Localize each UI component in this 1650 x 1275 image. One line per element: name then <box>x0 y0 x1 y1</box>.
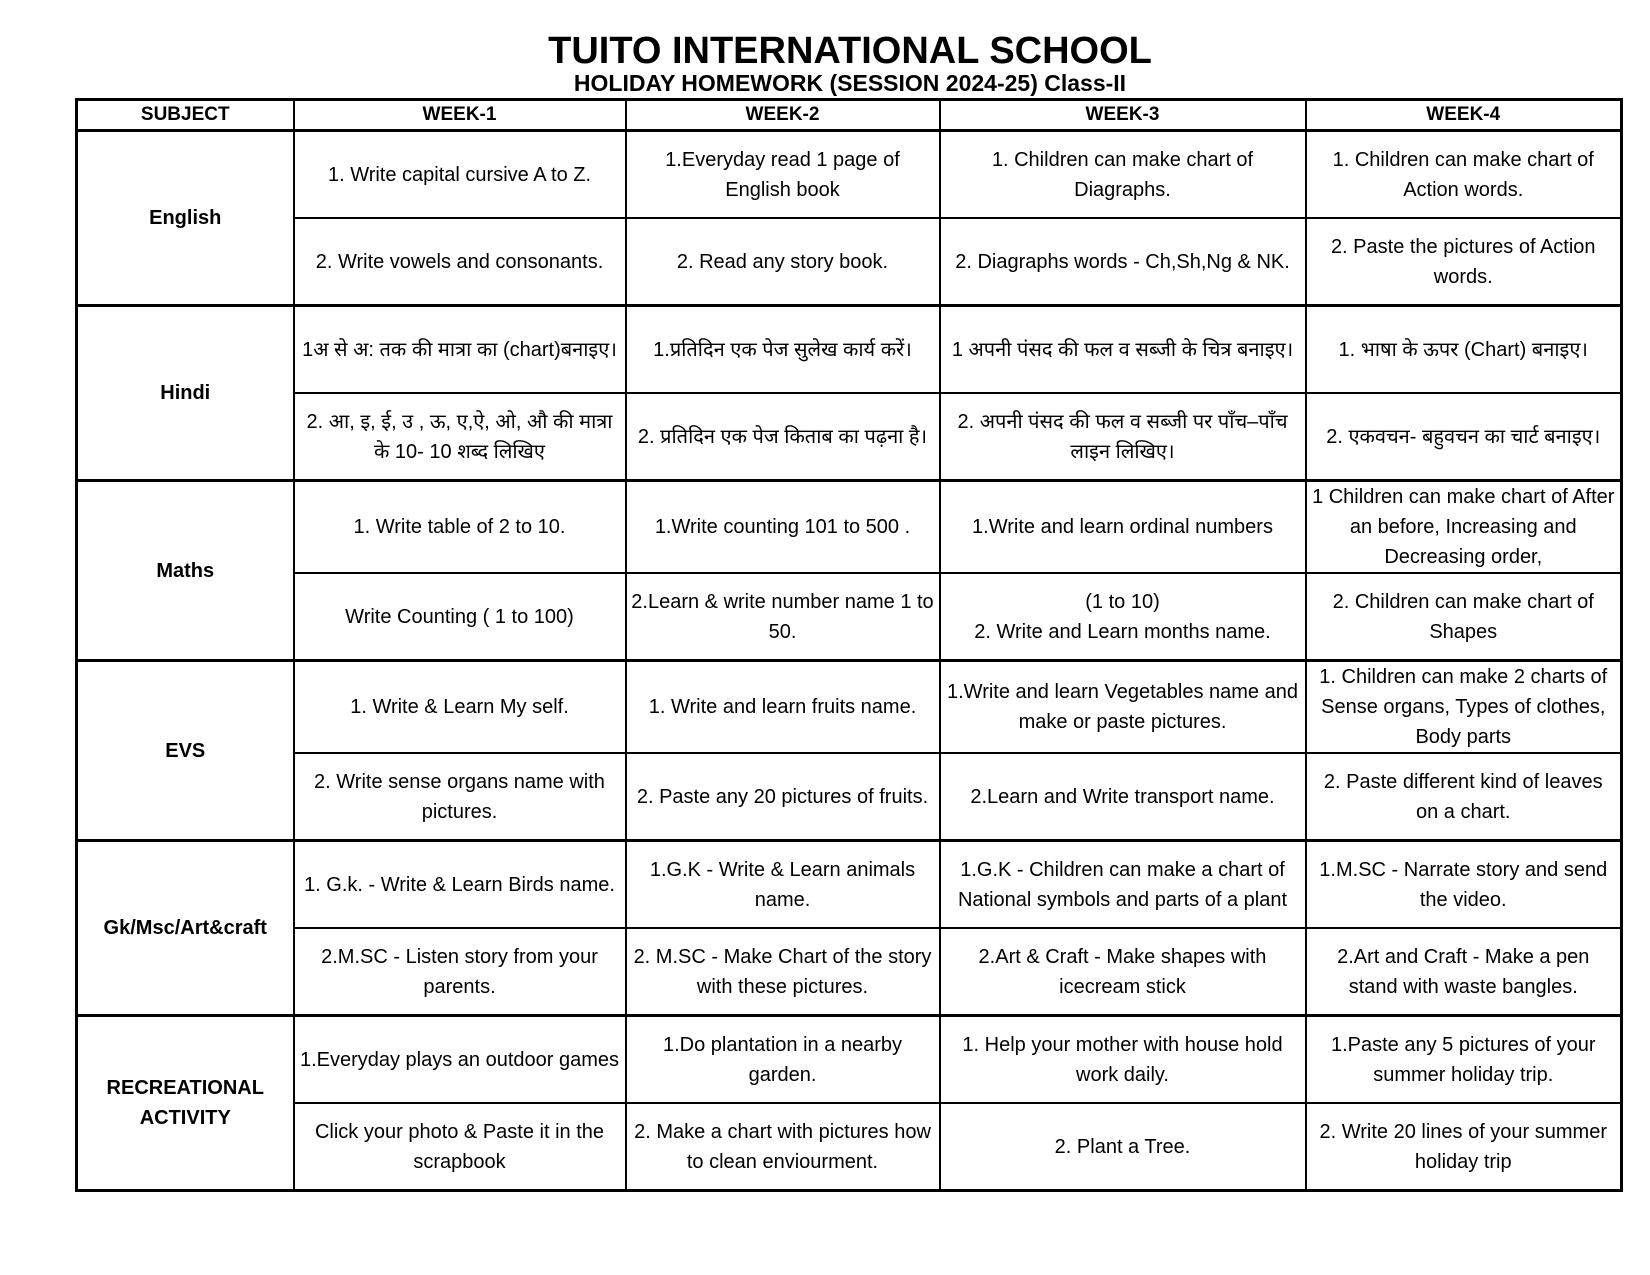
task-cell-week-1 <box>294 1016 626 1104</box>
task-text: 1.M.SC - Narrate story and send the video. <box>1319 858 1608 911</box>
task-cell-week-4 <box>1306 928 1622 1016</box>
table-row <box>77 928 1622 1016</box>
task-text: 1. Write table of 2 to 10. <box>353 516 566 538</box>
homework-table-body <box>77 131 1622 1191</box>
column-header-week-4: WEEK-4 <box>1306 100 1622 131</box>
task-text: 2. Write 20 lines of your summer holiday trip <box>1319 1120 1607 1173</box>
task-text: 1.Do plantation in a nearby garden. <box>662 1033 903 1086</box>
task-cell-week-3 <box>940 573 1306 661</box>
table-row <box>77 1016 1622 1104</box>
subject-cell-maths: Maths <box>77 481 294 661</box>
task-cell-week-2 <box>626 661 940 754</box>
task-text: 1. G.k. - Write & Learn Birds name. <box>304 873 615 896</box>
task-text: 1 अपनी पंसद की फल व सब्जी के चित्र बनाइए। <box>951 338 1294 361</box>
table-row <box>77 131 1622 219</box>
task-text: 2.Learn & write number name 1 to 50. <box>631 590 934 643</box>
task-cell-week-4 <box>1306 1016 1622 1104</box>
task-text: 2.Art & Craft - Make shapes with icecream stick <box>978 945 1267 998</box>
task-cell-week-4 <box>1306 306 1622 394</box>
task-text: Write Counting ( 1 to 100) <box>345 605 574 628</box>
homework-subtitle: HOLIDAY HOMEWORK (SESSION 2024-25) Class-II <box>573 70 1127 96</box>
task-cell-week-4 <box>1306 753 1622 841</box>
task-cell-week-1 <box>294 928 626 1016</box>
task-cell-week-2 <box>626 928 940 1016</box>
task-cell-week-3 <box>940 841 1306 929</box>
task-text: 2. Plant a Tree. <box>1054 1135 1191 1158</box>
task-cell-week-1 <box>294 1103 626 1191</box>
table-row <box>77 218 1622 306</box>
task-cell-week-1 <box>294 753 626 841</box>
table-row <box>77 481 1622 574</box>
task-cell-week-3 <box>940 1103 1306 1191</box>
header-row <box>77 100 1622 131</box>
task-text: 2. Paste the pictures of Action words. <box>1330 235 1596 288</box>
homework-table <box>75 98 1623 1192</box>
task-cell-week-1 <box>294 131 626 219</box>
task-text: 2. एकवचन- बहुवचन का चार्ट बनाइए। <box>1326 425 1601 448</box>
table-row <box>77 573 1622 661</box>
task-text: 2. Paste any 20 pictures of fruits. <box>636 785 929 808</box>
task-text: 2. अपनी पंसद की फल व सब्जी पर पॉंच–पॉंच लाइन लिखिए। <box>957 410 1288 463</box>
task-text: 2. प्रतिदिन एक पेज किताब का पढ़ना है। <box>637 425 928 448</box>
task-cell-week-3 <box>940 393 1306 481</box>
task-cell-week-2 <box>626 306 940 394</box>
task-cell-week-4 <box>1306 393 1622 481</box>
task-text: 2. Paste different kind of leaves on a chart. <box>1323 770 1603 823</box>
table-row <box>77 1103 1622 1191</box>
task-cell-week-1 <box>294 573 626 661</box>
task-cell-week-4 <box>1306 131 1622 219</box>
task-cell-week-1 <box>294 661 626 754</box>
task-cell-week-4 <box>1306 573 1622 661</box>
task-cell-week-2 <box>626 1103 940 1191</box>
task-text: 2. Read any story book. <box>676 250 889 273</box>
task-text: 1. Write and learn fruits name. <box>648 696 917 718</box>
task-text: 1. Children can make chart of Action words. <box>1332 148 1594 201</box>
task-cell-week-2 <box>626 393 940 481</box>
task-cell-week-2 <box>626 1016 940 1104</box>
task-cell-week-4 <box>1306 1103 1622 1191</box>
task-text: 1.Write and learn Vegetables name and make or paste pictures. <box>947 681 1298 733</box>
subject-cell-recreational-activity: RECREATIONAL ACTIVITY <box>77 1016 294 1191</box>
task-cell-week-3 <box>940 1016 1306 1104</box>
task-cell-week-3 <box>940 753 1306 841</box>
task-text: 2.Art and Craft - Make a pen stand with waste bangles. <box>1337 945 1590 998</box>
task-cell-week-2 <box>626 753 940 841</box>
task-cell-week-2 <box>626 131 940 219</box>
task-text: 1अ से अ: तक की मात्रा का (chart)बनाइए। <box>302 338 617 361</box>
task-text: 2. M.SC - Make Chart of the story with these pictures. <box>633 945 932 998</box>
task-text: 2.M.SC - Listen story from your parents. <box>321 945 598 998</box>
subject-cell-english: English <box>77 131 294 306</box>
task-text: (1 to 10) 2. Write and Learn months name. <box>974 590 1271 643</box>
task-text: Click your photo & Paste it in the scrapbook <box>314 1120 605 1173</box>
task-cell-week-1 <box>294 218 626 306</box>
task-text: 1. Write capital cursive A to Z. <box>327 163 592 186</box>
task-text: 1.G.K - Children can make a chart of National symbols and parts of a plant <box>957 858 1288 911</box>
task-cell-week-3 <box>940 218 1306 306</box>
task-text: 1.Write counting 101 to 500 . <box>654 516 911 538</box>
table-row <box>77 753 1622 841</box>
task-cell-week-1 <box>294 481 626 574</box>
task-text: 2. Children can make chart of Shapes <box>1332 590 1594 643</box>
task-text: 1. Write & Learn My self. <box>350 696 569 718</box>
task-cell-week-3 <box>940 306 1306 394</box>
task-cell-week-3 <box>940 928 1306 1016</box>
task-cell-week-2 <box>626 481 940 574</box>
task-text: 1 Children can make chart of After an before, Increasing and Decreasing order, <box>1312 486 1615 568</box>
task-cell-week-1 <box>294 306 626 394</box>
task-cell-week-2 <box>626 841 940 929</box>
subject-cell-hindi: Hindi <box>77 306 294 481</box>
task-cell-week-1 <box>294 841 626 929</box>
column-header-subject: SUBJECT <box>77 100 294 131</box>
task-cell-week-3 <box>940 481 1306 574</box>
task-text: 1.Write and learn ordinal numbers <box>972 516 1273 538</box>
task-text: 2. आ, इ, ई, उ , ऊ, ए,ऐ, ओ, औ की मात्रा के 10- 10 शब्द लिखिए <box>306 410 613 463</box>
task-text: 1.G.K - Write & Learn animals name. <box>649 858 916 911</box>
task-cell-week-3 <box>940 661 1306 754</box>
task-cell-week-1 <box>294 393 626 481</box>
table-row <box>77 661 1622 754</box>
task-text: 1.Paste any 5 pictures of your summer holiday trip. <box>1330 1033 1596 1086</box>
task-text: 2. Write vowels and consonants. <box>315 250 604 273</box>
task-text: 1.प्रतिदिन एक पेज सुलेख कार्य करें। <box>653 338 912 361</box>
task-text: 1. Children can make 2 charts of Sense organs, Types of clothes, Body parts <box>1319 666 1608 748</box>
task-cell-week-2 <box>626 573 940 661</box>
task-cell-week-4 <box>1306 218 1622 306</box>
table-row <box>77 393 1622 481</box>
subject-cell-gk-msc-art-craft: Gk/Msc/Art&craft <box>77 841 294 1016</box>
table-row <box>77 306 1622 394</box>
task-cell-week-2 <box>626 218 940 306</box>
task-cell-week-4 <box>1306 661 1622 754</box>
task-text: 2. Make a chart with pictures how to clean enviourment. <box>634 1120 931 1173</box>
task-cell-week-4 <box>1306 481 1622 574</box>
task-text: 1. Children can make chart of Diagraphs. <box>991 148 1254 201</box>
column-header-week-3: WEEK-3 <box>940 100 1306 131</box>
task-text: 2. Write sense organs name with pictures. <box>314 770 605 823</box>
school-name: TUITO INTERNATIONAL SCHOOL <box>548 30 1152 72</box>
task-text: 1. Help your mother with house hold work daily. <box>962 1033 1283 1086</box>
task-text: 1. भाषा के ऊपर (Chart) बनाइए। <box>1338 338 1588 361</box>
task-text: 1.Everyday read 1 page of English book <box>665 148 900 201</box>
task-cell-week-4 <box>1306 841 1622 929</box>
table-row <box>77 841 1622 929</box>
task-text: 1.Everyday plays an outdoor games <box>299 1048 620 1071</box>
subject-cell-evs: EVS <box>77 661 294 841</box>
task-text: 2. Diagraphs words - Ch,Sh,Ng & NK. <box>955 250 1290 273</box>
task-cell-week-3 <box>940 131 1306 219</box>
column-header-week-1: WEEK-1 <box>294 100 626 131</box>
task-text: 2.Learn and Write transport name. <box>970 785 1275 808</box>
column-header-week-2: WEEK-2 <box>626 100 940 131</box>
